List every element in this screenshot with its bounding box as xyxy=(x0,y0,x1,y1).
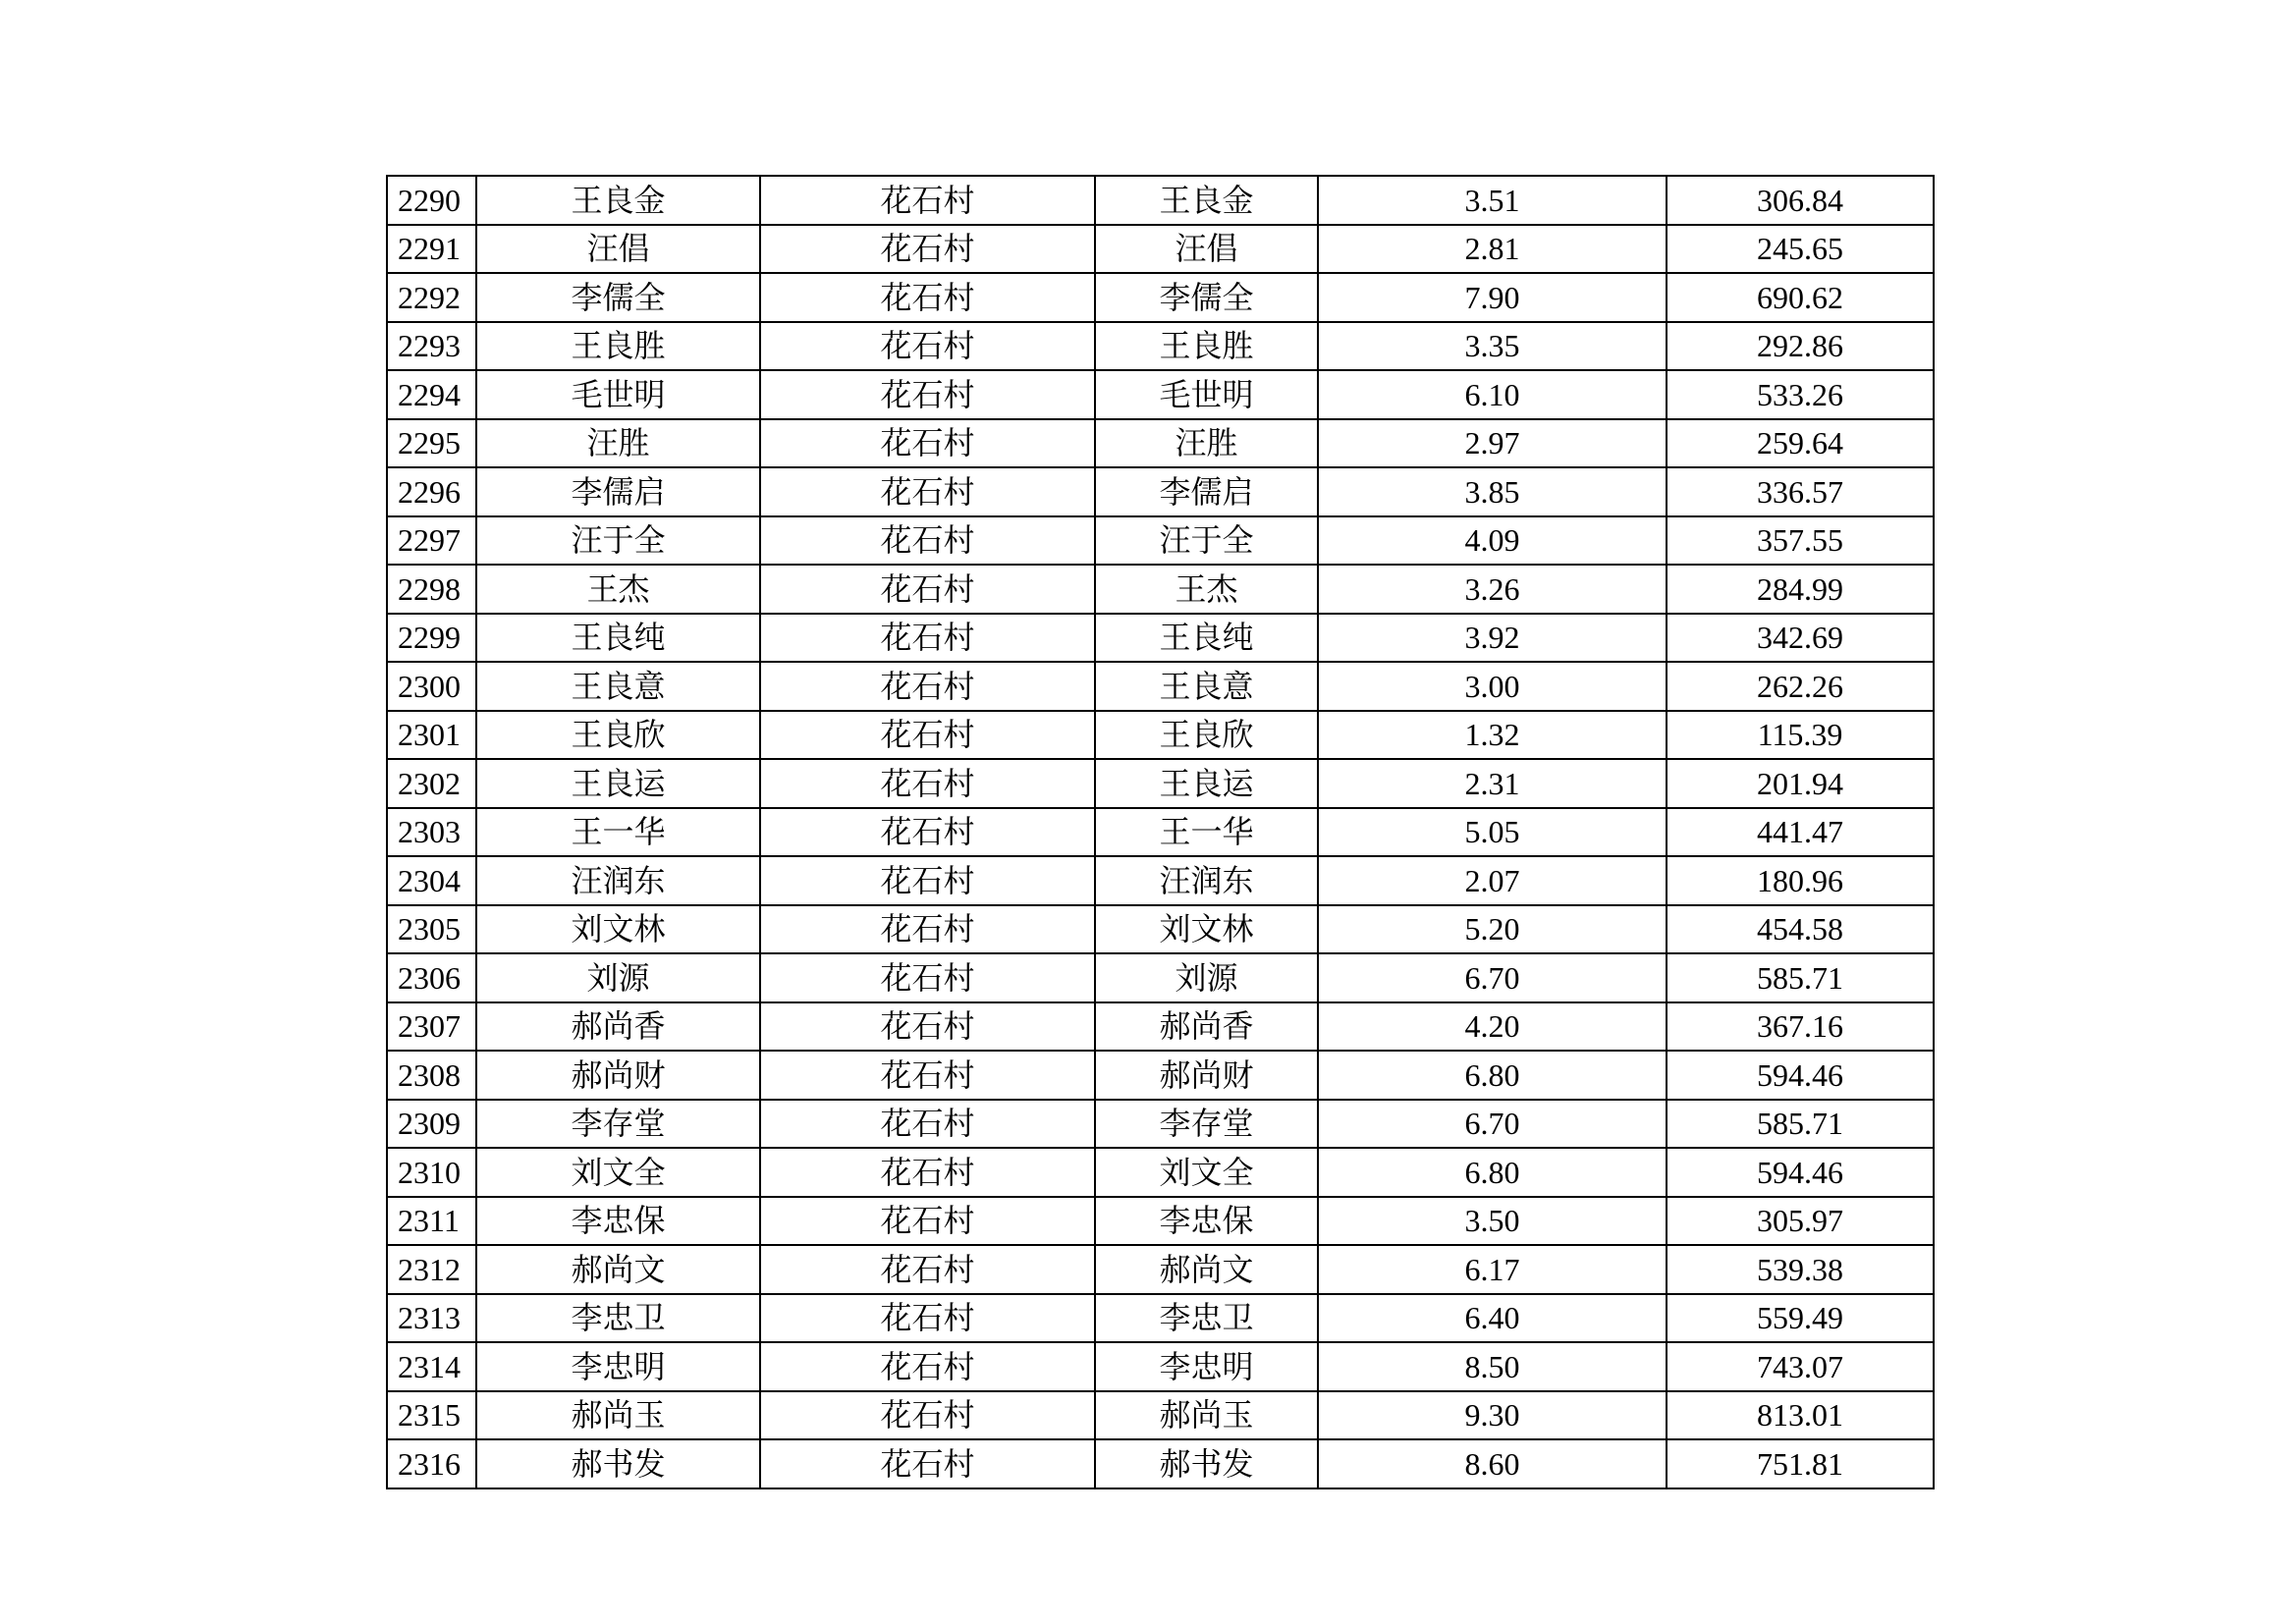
row-index-cell: 2304 xyxy=(387,856,476,905)
name-cell: 汪于全 xyxy=(476,516,760,566)
name-cell: 汪倡 xyxy=(476,225,760,274)
table-body xyxy=(387,176,1934,1488)
row-index-cell: 2309 xyxy=(387,1100,476,1149)
name-cell: 李忠明 xyxy=(476,1342,760,1391)
village-cell: 花石村 xyxy=(760,905,1095,954)
area-cell: 6.80 xyxy=(1318,1148,1667,1197)
holder-cell: 王良胜 xyxy=(1095,322,1318,371)
amount-cell: 336.57 xyxy=(1667,467,1934,516)
table-row xyxy=(387,1197,1934,1246)
area-cell: 3.51 xyxy=(1318,176,1667,225)
holder-cell: 王良意 xyxy=(1095,662,1318,711)
row-index-cell: 2301 xyxy=(387,711,476,760)
table-row xyxy=(387,856,1934,905)
table-row xyxy=(387,1148,1934,1197)
table-row xyxy=(387,467,1934,516)
name-cell: 王良欣 xyxy=(476,711,760,760)
table-row xyxy=(387,370,1934,419)
table-row xyxy=(387,1342,1934,1391)
village-cell: 花石村 xyxy=(760,419,1095,468)
village-cell: 花石村 xyxy=(760,1342,1095,1391)
name-cell: 李忠卫 xyxy=(476,1294,760,1343)
village-cell: 花石村 xyxy=(760,856,1095,905)
row-index-cell: 2311 xyxy=(387,1197,476,1246)
area-cell: 5.20 xyxy=(1318,905,1667,954)
table-row xyxy=(387,614,1934,663)
amount-cell: 357.55 xyxy=(1667,516,1934,566)
amount-cell: 262.26 xyxy=(1667,662,1934,711)
table-row xyxy=(387,322,1934,371)
amount-cell: 201.94 xyxy=(1667,759,1934,808)
area-cell: 6.10 xyxy=(1318,370,1667,419)
table-row xyxy=(387,759,1934,808)
holder-cell: 郝尚文 xyxy=(1095,1245,1318,1294)
amount-cell: 454.58 xyxy=(1667,905,1934,954)
row-index-cell: 2307 xyxy=(387,1002,476,1052)
holder-cell: 汪胜 xyxy=(1095,419,1318,468)
holder-cell: 王杰 xyxy=(1095,565,1318,614)
area-cell: 8.50 xyxy=(1318,1342,1667,1391)
table-row xyxy=(387,808,1934,857)
table-row xyxy=(387,176,1934,225)
village-cell: 花石村 xyxy=(760,953,1095,1002)
area-cell: 3.50 xyxy=(1318,1197,1667,1246)
area-cell: 2.31 xyxy=(1318,759,1667,808)
holder-cell: 郝尚香 xyxy=(1095,1002,1318,1052)
row-index-cell: 2292 xyxy=(387,273,476,322)
holder-cell: 李存堂 xyxy=(1095,1100,1318,1149)
table-row xyxy=(387,419,1934,468)
amount-cell: 115.39 xyxy=(1667,711,1934,760)
village-cell: 花石村 xyxy=(760,467,1095,516)
row-index-cell: 2303 xyxy=(387,808,476,857)
name-cell: 李儒启 xyxy=(476,467,760,516)
area-cell: 4.20 xyxy=(1318,1002,1667,1052)
row-index-cell: 2295 xyxy=(387,419,476,468)
name-cell: 王良胜 xyxy=(476,322,760,371)
row-index-cell: 2302 xyxy=(387,759,476,808)
holder-cell: 李忠明 xyxy=(1095,1342,1318,1391)
amount-cell: 585.71 xyxy=(1667,1100,1934,1149)
row-index-cell: 2315 xyxy=(387,1391,476,1440)
village-cell: 花石村 xyxy=(760,273,1095,322)
holder-cell: 李儒启 xyxy=(1095,467,1318,516)
area-cell: 8.60 xyxy=(1318,1439,1667,1488)
name-cell: 李儒全 xyxy=(476,273,760,322)
table-row xyxy=(387,1002,1934,1052)
name-cell: 郝尚香 xyxy=(476,1002,760,1052)
row-index-cell: 2290 xyxy=(387,176,476,225)
name-cell: 郝书发 xyxy=(476,1439,760,1488)
area-cell: 6.17 xyxy=(1318,1245,1667,1294)
name-cell: 李忠保 xyxy=(476,1197,760,1246)
table-row xyxy=(387,1051,1934,1100)
area-cell: 1.32 xyxy=(1318,711,1667,760)
area-cell: 6.70 xyxy=(1318,953,1667,1002)
name-cell: 李存堂 xyxy=(476,1100,760,1149)
holder-cell: 李儒全 xyxy=(1095,273,1318,322)
table-row xyxy=(387,711,1934,760)
village-cell: 花石村 xyxy=(760,516,1095,566)
holder-cell: 王良纯 xyxy=(1095,614,1318,663)
row-index-cell: 2316 xyxy=(387,1439,476,1488)
row-index-cell: 2293 xyxy=(387,322,476,371)
table-row xyxy=(387,1100,1934,1149)
row-index-cell: 2294 xyxy=(387,370,476,419)
holder-cell: 汪倡 xyxy=(1095,225,1318,274)
amount-cell: 594.46 xyxy=(1667,1051,1934,1100)
area-cell: 3.85 xyxy=(1318,467,1667,516)
village-cell: 花石村 xyxy=(760,1439,1095,1488)
holder-cell: 郝尚玉 xyxy=(1095,1391,1318,1440)
name-cell: 王一华 xyxy=(476,808,760,857)
amount-cell: 305.97 xyxy=(1667,1197,1934,1246)
village-cell: 花石村 xyxy=(760,1100,1095,1149)
table-row xyxy=(387,1391,1934,1440)
row-index-cell: 2306 xyxy=(387,953,476,1002)
village-cell: 花石村 xyxy=(760,711,1095,760)
row-index-cell: 2296 xyxy=(387,467,476,516)
amount-cell: 259.64 xyxy=(1667,419,1934,468)
village-cell: 花石村 xyxy=(760,1002,1095,1052)
area-cell: 6.80 xyxy=(1318,1051,1667,1100)
name-cell: 王良金 xyxy=(476,176,760,225)
table-row xyxy=(387,905,1934,954)
name-cell: 郝尚玉 xyxy=(476,1391,760,1440)
village-cell: 花石村 xyxy=(760,225,1095,274)
row-index-cell: 2314 xyxy=(387,1342,476,1391)
village-cell: 花石村 xyxy=(760,370,1095,419)
amount-cell: 539.38 xyxy=(1667,1245,1934,1294)
amount-cell: 585.71 xyxy=(1667,953,1934,1002)
village-cell: 花石村 xyxy=(760,1245,1095,1294)
holder-cell: 汪于全 xyxy=(1095,516,1318,566)
row-index-cell: 2308 xyxy=(387,1051,476,1100)
village-cell: 花石村 xyxy=(760,808,1095,857)
village-cell: 花石村 xyxy=(760,1051,1095,1100)
village-cell: 花石村 xyxy=(760,1391,1095,1440)
area-cell: 3.35 xyxy=(1318,322,1667,371)
holder-cell: 郝尚财 xyxy=(1095,1051,1318,1100)
holder-cell: 汪润东 xyxy=(1095,856,1318,905)
village-cell: 花石村 xyxy=(760,322,1095,371)
amount-cell: 245.65 xyxy=(1667,225,1934,274)
row-index-cell: 2299 xyxy=(387,614,476,663)
name-cell: 王杰 xyxy=(476,565,760,614)
amount-cell: 743.07 xyxy=(1667,1342,1934,1391)
area-cell: 9.30 xyxy=(1318,1391,1667,1440)
name-cell: 刘源 xyxy=(476,953,760,1002)
name-cell: 王良纯 xyxy=(476,614,760,663)
table-row xyxy=(387,1245,1934,1294)
area-cell: 3.92 xyxy=(1318,614,1667,663)
village-cell: 花石村 xyxy=(760,565,1095,614)
holder-cell: 王一华 xyxy=(1095,808,1318,857)
area-cell: 6.70 xyxy=(1318,1100,1667,1149)
row-index-cell: 2300 xyxy=(387,662,476,711)
amount-cell: 441.47 xyxy=(1667,808,1934,857)
table-row xyxy=(387,953,1934,1002)
amount-cell: 180.96 xyxy=(1667,856,1934,905)
area-cell: 2.07 xyxy=(1318,856,1667,905)
row-index-cell: 2305 xyxy=(387,905,476,954)
table-row xyxy=(387,225,1934,274)
table-row xyxy=(387,662,1934,711)
village-cell: 花石村 xyxy=(760,662,1095,711)
row-index-cell: 2313 xyxy=(387,1294,476,1343)
holder-cell: 李忠保 xyxy=(1095,1197,1318,1246)
holder-cell: 毛世明 xyxy=(1095,370,1318,419)
holder-cell: 刘文林 xyxy=(1095,905,1318,954)
village-cell: 花石村 xyxy=(760,759,1095,808)
table-row xyxy=(387,1294,1934,1343)
name-cell: 王良意 xyxy=(476,662,760,711)
table-row xyxy=(387,565,1934,614)
row-index-cell: 2298 xyxy=(387,565,476,614)
holder-cell: 王良欣 xyxy=(1095,711,1318,760)
name-cell: 刘文全 xyxy=(476,1148,760,1197)
holder-cell: 刘源 xyxy=(1095,953,1318,1002)
amount-cell: 594.46 xyxy=(1667,1148,1934,1197)
name-cell: 郝尚财 xyxy=(476,1051,760,1100)
amount-cell: 813.01 xyxy=(1667,1391,1934,1440)
name-cell: 刘文林 xyxy=(476,905,760,954)
holder-cell: 刘文全 xyxy=(1095,1148,1318,1197)
village-cell: 花石村 xyxy=(760,1197,1095,1246)
area-cell: 7.90 xyxy=(1318,273,1667,322)
area-cell: 3.00 xyxy=(1318,662,1667,711)
amount-cell: 284.99 xyxy=(1667,565,1934,614)
row-index-cell: 2312 xyxy=(387,1245,476,1294)
amount-cell: 533.26 xyxy=(1667,370,1934,419)
table-row xyxy=(387,273,1934,322)
amount-cell: 751.81 xyxy=(1667,1439,1934,1488)
village-cell: 花石村 xyxy=(760,614,1095,663)
amount-cell: 559.49 xyxy=(1667,1294,1934,1343)
data-table xyxy=(386,175,1935,1489)
holder-cell: 王良运 xyxy=(1095,759,1318,808)
name-cell: 王良运 xyxy=(476,759,760,808)
village-cell: 花石村 xyxy=(760,1294,1095,1343)
amount-cell: 367.16 xyxy=(1667,1002,1934,1052)
area-cell: 6.40 xyxy=(1318,1294,1667,1343)
area-cell: 2.81 xyxy=(1318,225,1667,274)
name-cell: 汪润东 xyxy=(476,856,760,905)
area-cell: 4.09 xyxy=(1318,516,1667,566)
area-cell: 5.05 xyxy=(1318,808,1667,857)
amount-cell: 690.62 xyxy=(1667,273,1934,322)
table-row xyxy=(387,1439,1934,1488)
village-cell: 花石村 xyxy=(760,1148,1095,1197)
name-cell: 郝尚文 xyxy=(476,1245,760,1294)
row-index-cell: 2310 xyxy=(387,1148,476,1197)
amount-cell: 306.84 xyxy=(1667,176,1934,225)
amount-cell: 292.86 xyxy=(1667,322,1934,371)
table-row xyxy=(387,516,1934,566)
area-cell: 3.26 xyxy=(1318,565,1667,614)
name-cell: 毛世明 xyxy=(476,370,760,419)
area-cell: 2.97 xyxy=(1318,419,1667,468)
name-cell: 汪胜 xyxy=(476,419,760,468)
holder-cell: 郝书发 xyxy=(1095,1439,1318,1488)
village-cell: 花石村 xyxy=(760,176,1095,225)
row-index-cell: 2291 xyxy=(387,225,476,274)
row-index-cell: 2297 xyxy=(387,516,476,566)
amount-cell: 342.69 xyxy=(1667,614,1934,663)
holder-cell: 王良金 xyxy=(1095,176,1318,225)
holder-cell: 李忠卫 xyxy=(1095,1294,1318,1343)
